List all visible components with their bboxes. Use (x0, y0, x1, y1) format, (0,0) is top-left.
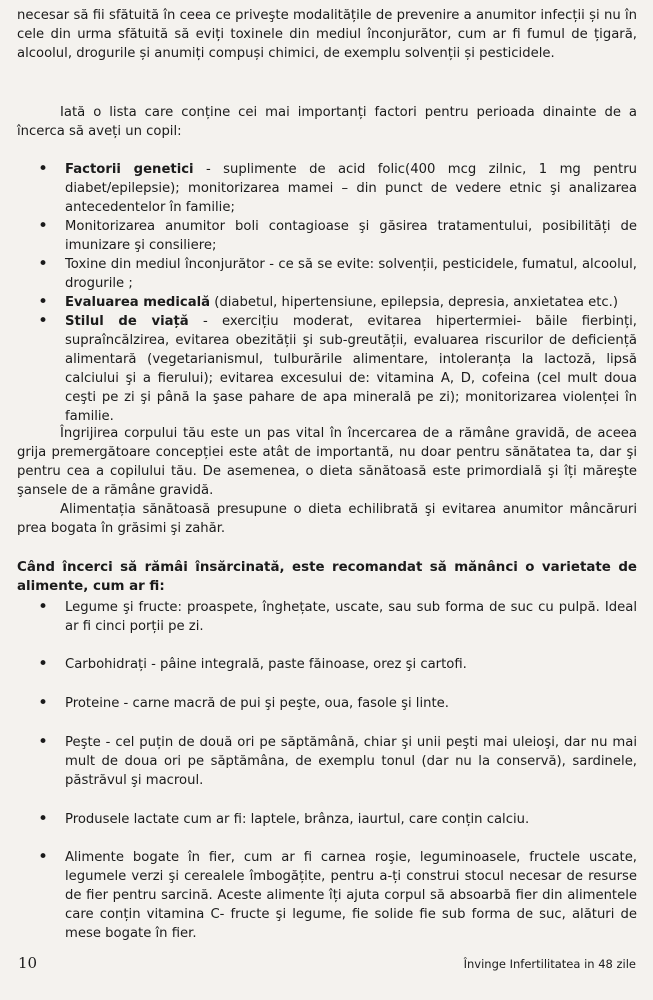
diet-paragraph: Alimentația sănătoasă presupune o dieta echilibrată şi evitarea anumitor mâncăruri prea bogata în grăsimi şi zahăr. (17, 502, 637, 536)
intro-paragraph: Iată o lista care conține cei mai importanți factori pentru perioada dinainte de a încerca să aveți un copil: (17, 105, 637, 139)
list-item-text: Legume şi fructe: proaspete, înghețate, uscate, sau sub forma de suc cu pulpă. Ideal ar fi cinci porții pe zi. (65, 600, 637, 634)
list-item (17, 312, 637, 426)
list-item-bold: Evaluarea medicală (65, 295, 211, 310)
list-item (17, 160, 637, 217)
foods-list (17, 598, 637, 943)
list-item (17, 810, 637, 829)
list-item-text: Alimente bogate în fier, cum ar fi carnea roşie, leguminoasele, fructele uscate, legumele verzi şi cerealele îmbogățite, pentru a-ți construi stocul necesar de resurse de fier pentru sarcină. Aceste alimente îți ajuta corpul să absoarbă fier din alimentele care conțin vitamina C- fructe şi legume, fie solide fie sub forma de suc, alături de mese bogate în fier. (65, 850, 637, 941)
list-item (17, 655, 637, 674)
list-item-text: Carbohidrați - pâine integrală, paste făinoase, orez şi cartofi. (65, 657, 467, 672)
list-item-text: Produsele lactate cum ar fi: laptele, brânza, iaurtul, care conțin calciu. (65, 812, 530, 827)
list-item (17, 694, 637, 713)
book-title: Învinge Infertilitatea in 48 zile (463, 957, 636, 971)
list-item-text: Peşte - cel puțin de două ori pe săptămână, chiar şi unii peşti mai uleioşi, dar nu mai mult de doua ori pe săptămâna, de exemplu tonul (dar nu la conservă), sardinele, păstrăvul şi macroul. (65, 735, 637, 788)
page-number: 10 (18, 954, 38, 972)
foods-heading: Când încerci să rămâi însărcinată, este recomandat să mănânci o varietate de alimente, cum ar fi: (17, 560, 637, 594)
list-item-text: (diabetul, hipertensiune, epilepsia, depresia, anxietatea etc.) (210, 295, 618, 310)
list-item (17, 217, 637, 255)
list-item-text: - exercițiu moderat, evitarea hipertermiei- băile fierbinți, supraîncălzirea, evitarea obezității şi sub-greutății, evaluarea riscurilor de deficiență alimentară (vegetarianismul, tulburările alimentare, intoleranța la lactoză, lipsă calciului şi a fierului); evitarea excesului de: vitamina A, D, cofeina (cel mult doua ceşti pe zi şi până la şase pahare de apa minerală pe zi); monitorizarea violenței în familie. (65, 314, 637, 424)
list-item-text: Monitorizarea anumitor boli contagioase şi găsirea tratamentului, posibilități de imunizare şi consiliere; (65, 219, 637, 253)
care-paragraph: Îngrijirea corpului tău este un pas vital în încercarea de a rămâne gravidă, de aceea grija premergătoare concepției este atât de importantă, nu doar pentru sănătatea ta, dar şi pentru cea a copilului tău. De asemenea, o dieta sănătoasă este primordială şi îți măreşte şansele de a rămâne gravidă. (17, 426, 637, 498)
list-item-text: - suplimente de acid folic(400 mcg zilnic, 1 mg pentru diabet/epilepsie); monitorizarea mamei – din punct de vedere etnic şi analizarea antecedentelor în familie; (65, 162, 637, 215)
factors-list (17, 160, 637, 426)
list-item (17, 255, 637, 293)
top-paragraph: necesar să fii sfătuită în ceea ce priveşte modalitățile de prevenire a anumitor infecții și nu în cele din urma sfătuită să eviți toxinele din mediul înconjurător, cum ar fi fumul de țigară, alcoolul, drogurile și anumiți compuși chimici, de exemplu solvenții și pesticidele. (17, 8, 637, 61)
list-item-bold: Stilul de viață (65, 314, 189, 329)
list-item-bold: Factorii genetici (65, 162, 194, 177)
list-item (17, 293, 637, 312)
list-item (17, 848, 637, 943)
list-item-text: Proteine - carne macră de pui şi peşte, oua, fasole şi linte. (65, 696, 449, 711)
list-item (17, 598, 637, 636)
list-item-text: Toxine din mediul înconjurător - ce să se evite: solvenții, pesticidele, fumatul, alcoolul, drogurile ; (65, 257, 637, 291)
list-item (17, 733, 637, 790)
